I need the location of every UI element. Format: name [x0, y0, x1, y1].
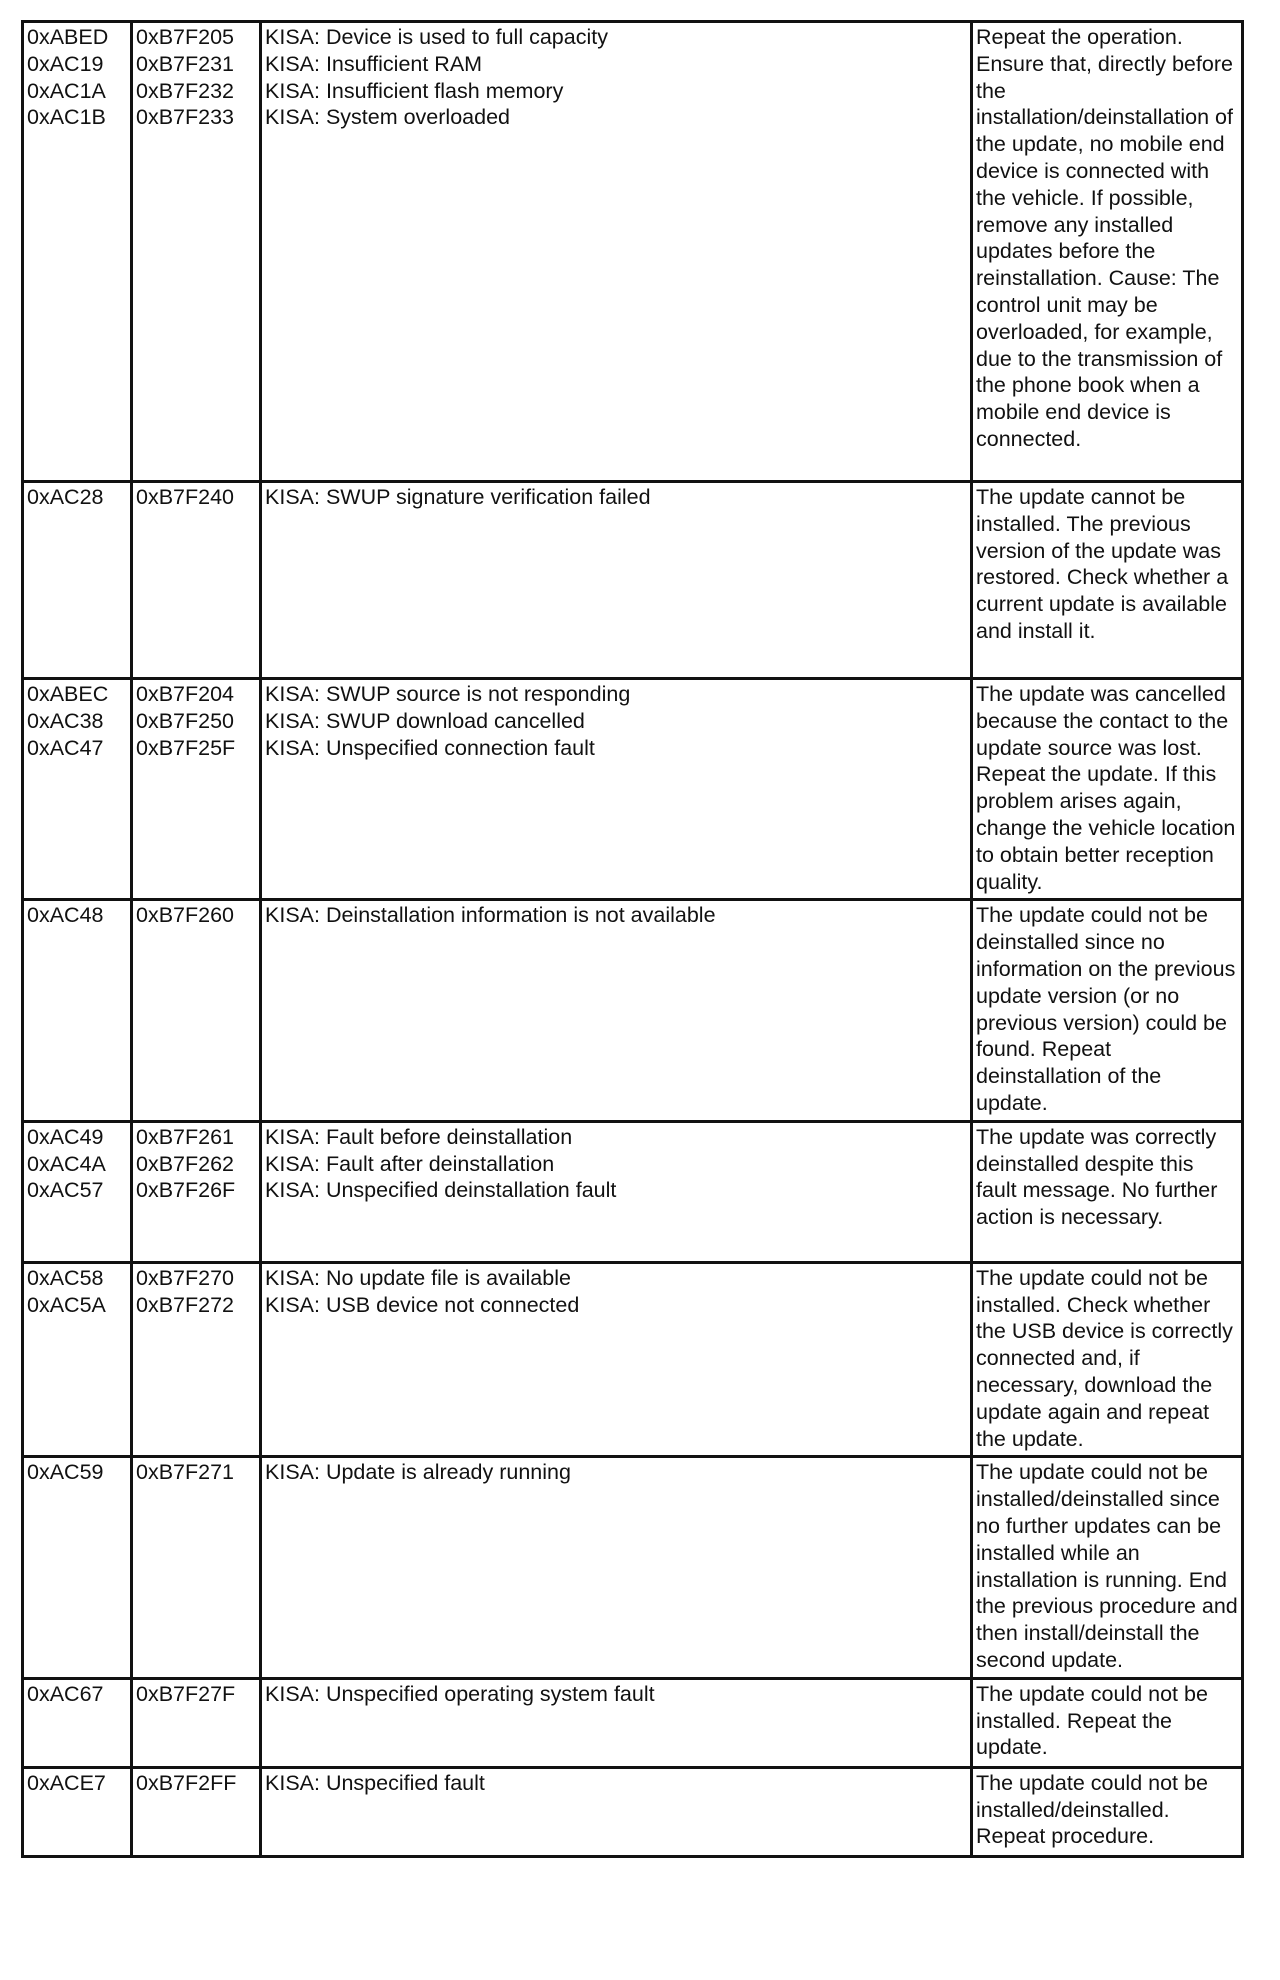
remedy-cell: The update could not be deinstalled since no information on the previous update version (or no previous version) could be found. Repeat deinstallation of the update. — [972, 900, 1243, 1121]
fault-text-cell — [261, 482, 972, 679]
dtc-code: 0xB7F260 — [136, 903, 235, 928]
dtc-code: 0xB7F26F — [136, 1178, 236, 1203]
dtc-code: 0xB7F25F — [136, 735, 236, 760]
fault-code-cell — [23, 900, 132, 1121]
fault-text: KISA: Insufficient flash memory — [265, 78, 564, 103]
fault-code: 0xAC5A — [27, 1292, 106, 1317]
table-row — [23, 900, 1243, 1121]
fault-text: KISA: Unspecified fault — [265, 1770, 485, 1795]
fault-text: KISA: Unspecified operating system fault — [265, 1681, 655, 1706]
fault-text: KISA: Insufficient RAM — [265, 51, 483, 76]
dtc-code: 0xB7F250 — [136, 708, 235, 733]
table-row — [23, 1262, 1243, 1457]
table-row — [23, 482, 1243, 679]
fault-text: KISA: Unspecified connection fault — [265, 735, 595, 760]
fault-text: KISA: Unspecified deinstallation fault — [265, 1178, 617, 1203]
fault-code-table — [21, 20, 1244, 1858]
table-row — [23, 1457, 1243, 1678]
remedy-cell: The update was cancelled because the contact to the update source was lost. Repeat the update. If this problem arises again, change the vehicle location to obtain better reception quality. — [972, 679, 1243, 900]
fault-table-body — [23, 22, 1243, 1857]
dtc-code: 0xB7F231 — [136, 51, 235, 76]
dtc-code: 0xB7F232 — [136, 78, 235, 103]
fault-code: 0xAC38 — [27, 708, 104, 733]
fault-code-cell — [23, 1457, 132, 1678]
fault-text: KISA: SWUP download cancelled — [265, 708, 585, 733]
fault-code: 0xAC57 — [27, 1178, 104, 1203]
fault-code-cell — [23, 1262, 132, 1457]
table-row — [23, 1767, 1243, 1856]
table-row — [23, 679, 1243, 900]
dtc-code-cell — [132, 1262, 261, 1457]
dtc-code: 0xB7F270 — [136, 1265, 235, 1290]
dtc-code-cell — [132, 900, 261, 1121]
remedy-cell: The update cannot be installed. The previous version of the update was restored. Check whether a current update is available and install it. — [972, 482, 1243, 679]
fault-text: KISA: Deinstallation information is not available — [265, 903, 716, 928]
dtc-code-cell — [132, 22, 261, 482]
fault-text-cell — [261, 1767, 972, 1856]
table-row — [23, 22, 1243, 482]
dtc-code-cell — [132, 482, 261, 679]
table-row — [23, 1121, 1243, 1262]
fault-code-cell — [23, 482, 132, 679]
dtc-code-cell — [132, 1121, 261, 1262]
fault-code: 0xAC47 — [27, 735, 104, 760]
remedy-cell: The update could not be installed. Repeat the update. — [972, 1678, 1243, 1767]
dtc-code: 0xB7F233 — [136, 105, 235, 130]
dtc-code-cell — [132, 1767, 261, 1856]
fault-code-cell — [23, 679, 132, 900]
fault-text: KISA: Update is already running — [265, 1460, 571, 1485]
remedy-cell: The update was correctly deinstalled despite this fault message. No further action is necessary. — [972, 1121, 1243, 1262]
fault-text-cell — [261, 22, 972, 482]
fault-code: 0xABED — [27, 25, 109, 49]
dtc-code: 0xB7F205 — [136, 25, 235, 49]
fault-text: KISA: SWUP source is not responding — [265, 682, 631, 706]
fault-code: 0xACE7 — [27, 1770, 106, 1795]
dtc-code: 0xB7F272 — [136, 1292, 235, 1317]
fault-code: 0xAC28 — [27, 485, 104, 509]
dtc-code-cell — [132, 1457, 261, 1678]
fault-code: 0xAC67 — [27, 1681, 104, 1706]
fault-text: KISA: Fault after deinstallation — [265, 1151, 555, 1176]
remedy-cell: The update could not be installed/deinstalled. Repeat procedure. — [972, 1767, 1243, 1856]
fault-code: 0xAC1A — [27, 78, 106, 103]
fault-text-cell — [261, 900, 972, 1121]
fault-text-cell — [261, 679, 972, 900]
fault-text: KISA: Fault before deinstallation — [265, 1124, 573, 1149]
dtc-code: 0xB7F2FF — [136, 1770, 237, 1795]
fault-text: KISA: SWUP signature verification failed — [265, 485, 651, 509]
fault-code: 0xAC48 — [27, 903, 104, 928]
fault-text-cell — [261, 1678, 972, 1767]
fault-code-cell — [23, 1121, 132, 1262]
fault-text: KISA: System overloaded — [265, 105, 510, 130]
fault-text-cell — [261, 1457, 972, 1678]
dtc-code: 0xB7F27F — [136, 1681, 236, 1706]
fault-code: 0xABEC — [27, 682, 109, 706]
fault-code-cell — [23, 22, 132, 482]
remedy-cell: Repeat the operation. Ensure that, directly before the installation/deinstallation of the update, no mobile end device is connected with the vehicle. If possible, remove any installed updates before the reinstallation. Cause: The control unit may be overloaded, for example, due to the transmission of the phone book when a mobile end device is connected. — [972, 22, 1243, 482]
remedy-cell: The update could not be installed. Check whether the USB device is correctly connected and, if necessary, download the update again and repeat the update. — [972, 1262, 1243, 1457]
fault-text-cell — [261, 1121, 972, 1262]
dtc-code-cell — [132, 1678, 261, 1767]
fault-code: 0xAC58 — [27, 1265, 104, 1290]
fault-code: 0xAC1B — [27, 105, 106, 130]
fault-text: KISA: USB device not connected — [265, 1292, 580, 1317]
fault-code-cell — [23, 1767, 132, 1856]
dtc-code: 0xB7F262 — [136, 1151, 235, 1176]
dtc-code: 0xB7F271 — [136, 1460, 235, 1485]
remedy-cell: The update could not be installed/deinstalled since no further updates can be installed while an installation is running. End the previous procedure and then install/deinstall the second update. — [972, 1457, 1243, 1678]
dtc-code-cell — [132, 679, 261, 900]
fault-text: KISA: No update file is available — [265, 1265, 571, 1290]
dtc-code: 0xB7F261 — [136, 1124, 235, 1149]
fault-code: 0xAC4A — [27, 1151, 106, 1176]
fault-code: 0xAC19 — [27, 51, 104, 76]
dtc-code: 0xB7F204 — [136, 682, 235, 706]
fault-code: 0xAC59 — [27, 1460, 104, 1485]
fault-code: 0xAC49 — [27, 1124, 104, 1149]
table-row — [23, 1678, 1243, 1767]
dtc-code: 0xB7F240 — [136, 485, 235, 509]
fault-text: KISA: Device is used to full capacity — [265, 25, 608, 49]
fault-text-cell — [261, 1262, 972, 1457]
fault-code-cell — [23, 1678, 132, 1767]
